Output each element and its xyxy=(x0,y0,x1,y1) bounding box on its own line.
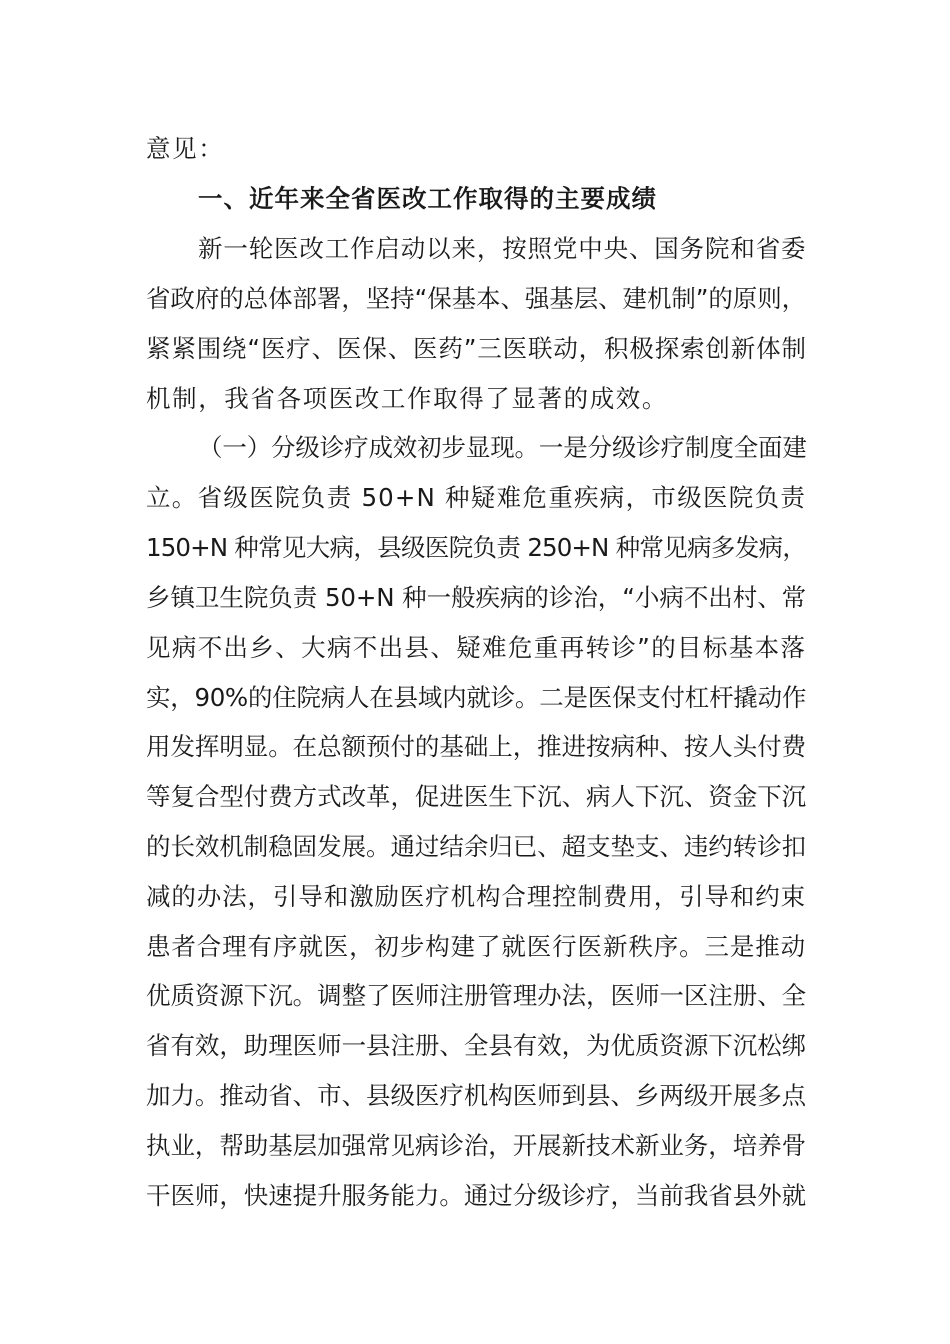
text-line: 用发挥明显。在总额预付的基础上，推进按病种、按人头付费 xyxy=(146,732,806,761)
text-line: 患者合理有序就医，初步构建了就医行医新秩序。三是推动 xyxy=(146,932,806,961)
text-line: 优质资源下沉。调整了医师注册管理办法，医师一区注册、全 xyxy=(146,981,806,1010)
text-line: 干医师，快速提升服务能力。通过分级诊疗，当前我省县外就 xyxy=(146,1181,806,1210)
subsection-line: （一）分级诊疗成效初步显现。一是分级诊疗制度全面建 xyxy=(198,433,807,462)
text-line: 意见： xyxy=(146,134,225,163)
text-line: 省有效，助理医师一县注册、全县有效，为优质资源下沉松绑 xyxy=(146,1031,806,1060)
text-line: 机制，我省各项医改工作取得了显著的成效。 xyxy=(146,384,668,413)
text-line: 见病不出乡、大病不出县、疑难危重再转诊”的目标基本落 xyxy=(146,633,807,662)
text-line: 执业，帮助基层加强常见病诊治，开展新技术新业务，培养骨 xyxy=(146,1131,806,1160)
text-line: 实，90%的住院病人在县域内就诊。二是医保支付杠杆撬动作 xyxy=(146,683,806,712)
text-line: 150+N 种常见大病，县级医院负责 250+N 种常见病多发病， xyxy=(146,533,806,562)
text-line: 立。省级医院负责 50+N 种疑难危重疾病，市级医院负责 xyxy=(146,483,806,512)
text-line: 省政府的总体部署，坚持“保基本、强基层、建机制”的原则， xyxy=(146,284,806,313)
text-line: 乡镇卫生院负责 50+N 种一般疾病的诊治，“小病不出村、常 xyxy=(146,583,806,612)
text-line: 减的办法，引导和激励医疗机构合理控制费用，引导和约束 xyxy=(146,882,806,911)
text-line: 新一轮医改工作启动以来，按照党中央、国务院和省委 xyxy=(198,234,807,263)
text-line: 等复合型付费方式改革，促进医生下沉、病人下沉、资金下沉 xyxy=(146,782,806,811)
text-line: 的长效机制稳固发展。通过结余归已、超支垫支、违约转诊扣 xyxy=(146,832,806,861)
text-line: 加力。推动省、市、县级医疗机构医师到县、乡两级开展多点 xyxy=(146,1081,806,1110)
section-heading: 一、近年来全省医改工作取得的主要成绩 xyxy=(198,184,657,213)
text-line: 紧紧围绕“医疗、医保、医药”三医联动，积极探索创新体制 xyxy=(146,334,807,363)
